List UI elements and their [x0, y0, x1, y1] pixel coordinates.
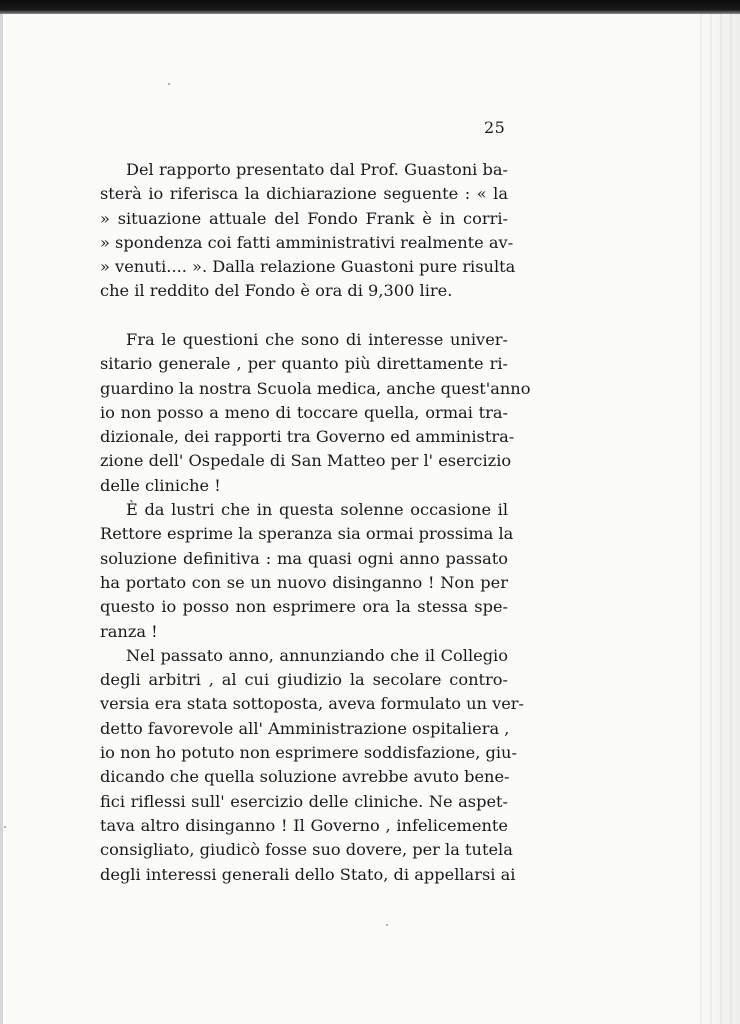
text-line: Nel passato anno, annunziando che il Collegio	[126, 645, 508, 665]
text-line: guardino la nostra Scuola medica, anche quest'anno	[100, 378, 531, 398]
text-line: Rettore esprime la speranza sia ormai prossima la	[100, 524, 514, 544]
text-line: sitario generale , per quanto più direttamente ri-	[100, 354, 508, 374]
paragraph-questioni	[100, 328, 531, 498]
scan-speck	[168, 83, 170, 85]
body-text	[100, 328, 531, 887]
text-line: detto favorevole all' Amministrazione ospitaliera ,	[100, 718, 510, 738]
text-line: questo io posso non esprimere ora la stessa spe-	[100, 597, 508, 617]
text-line: ha portato con se un nuovo disinganno ! Non per	[100, 572, 508, 592]
paragraph-lustri	[100, 498, 514, 644]
text-line: Del rapporto presentato dal Prof. Guastoni ba-	[126, 160, 508, 179]
text-line: io non posso a meno di toccare quella, ormai tra-	[100, 402, 508, 422]
text-line: io non ho potuto non esprimere soddisfazione, giu-	[100, 743, 517, 763]
text-line: » venuti.... ». Dalla relazione Guastoni pure risulta	[100, 257, 516, 277]
text-line: dicando che quella soluzione avrebbe avuto bene-	[100, 767, 510, 787]
text-line: che il reddito del Fondo è ora di 9,300 lire.	[100, 281, 453, 301]
page-number: 25	[484, 118, 506, 137]
scan-top-border	[0, 0, 740, 14]
text-line: consigliato, giudicò fosse suo dovere, per la tutela	[100, 840, 513, 860]
text-line: degli arbitri , al cui giudizio la secolare contro-	[100, 670, 508, 690]
paragraph-passato-anno	[100, 644, 525, 887]
text-line: dizionale, dei rapporti tra Governo ed amministra-	[100, 427, 515, 447]
text-line: » spondenza coi fatti amministrativi realmente av-	[100, 232, 514, 252]
text-line: » situazione attuale del Fondo Frank è in corri-	[100, 208, 508, 228]
text-line: Fra le questioni che sono di interesse univer-	[126, 330, 508, 349]
text-line: fici riflessi sull' esercizio delle cliniche. Ne aspet-	[100, 791, 508, 811]
text-line: versia era stata sottoposta, aveva formulato un ver-	[100, 694, 525, 714]
paragraph-quote	[100, 158, 516, 304]
text-line: degli interessi generali dello Stato, di appellarsi ai	[100, 864, 516, 884]
scan-speck	[386, 924, 388, 926]
text-line: sterà io riferisca la dichiarazione seguente : « la	[100, 184, 508, 204]
text-line: soluzione definitiva : ma quasi ogni anno passato	[100, 548, 508, 568]
text-line: zione dell' Ospedale di San Matteo per l' esercizio	[100, 451, 512, 471]
scan-right-edge	[692, 14, 740, 1024]
text-line: tava altro disinganno ! Il Governo , infelicemente	[100, 815, 508, 835]
scan-left-edge	[0, 14, 3, 1024]
text-line: delle cliniche !	[100, 475, 221, 495]
text-line: ranza !	[100, 621, 158, 641]
text-line: È da lustri che in questa solenne occasione il	[126, 500, 508, 520]
scan-speck	[4, 826, 6, 828]
